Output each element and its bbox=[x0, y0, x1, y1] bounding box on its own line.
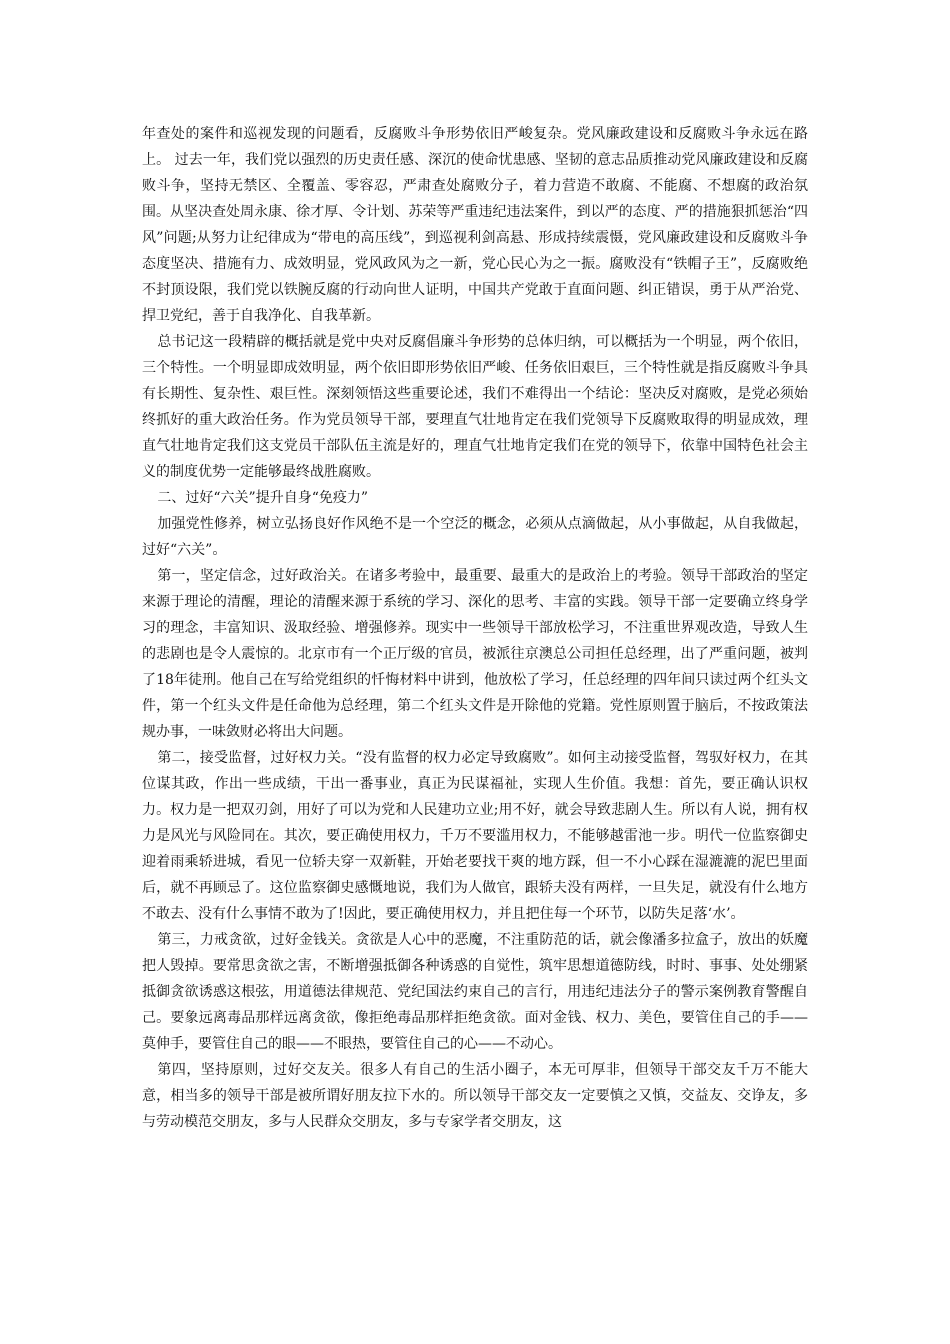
paragraph-2: 总书记这一段精辟的概括就是党中央对反腐倡廉斗争形势的总体归纳，可以概括为一个明显，两个依旧，三个特性。一个明显即成效明显，两个依旧即形势依旧严峻、任务依旧艰巨，三个特性就是指反腐败斗争具有长期性、复杂性、艰巨性。深刻领悟这些重要论述，我们不难得出一个结论：坚决反对腐败，是党必须始终抓好的重大政治任务。作为党员领导干部，要理直气壮地肯定在我们党领导下反腐败取得的明显成效，理直气壮地肯定我们这支党员干部队伍主流是好的，理直气壮地肯定我们在党的领导下，依靠中国特色社会主义的制度优势一定能够最终战胜腐败。 bbox=[142, 334, 808, 480]
paragraph-1: 年查处的案件和巡视发现的问题看，反腐败斗争形势依旧严峻复杂。党风廉政建设和反腐败斗争永远在路上。 过去一年，我们党以强烈的历史责任感、深沉的使命忧患感、坚韧的意志品质推动党风廉政建设和反腐败斗争，坚持无禁区、全覆盖、零容忍，严肃查处腐败分子，着力营造不敢腐、不能腐、不想腐的政治氛围。从坚决查处周永康、徐才厚、令计划、苏荣等严重违纪违法案件，到以严的态度、严的措施狠抓惩治“四风”问题;从努力让纪律成为“带电的高压线”，到巡视利剑高悬、形成持续震慑，党风廉政建设和反腐败斗争态度坚决、措施有力、成效明显，党风政风为之一新，党心民心为之一振。腐败没有“铁帽子王”，反腐败绝不封顶设限，我们党以铁腕反腐的行动向世人证明，中国共产党敢于直面问题、纠正错误，勇于从严治党、捍卫党纪，善于自我净化、自我革新。 bbox=[142, 126, 808, 324]
paragraph-friendship-gate: 第四，坚持原则，过好交友关。很多人有自己的生活小圈子，本无可厚非，但领导干部交友千万不能大意，相当多的领导干部是被所谓好朋友拉下水的。所以领导干部交友一定要慎之又慎，交益友、交诤友，多与劳动模范交朋友，多与人民群众交朋友，多与专家学者交朋友，这 bbox=[142, 1062, 808, 1130]
paragraph-money-gate: 第三，力戒贪欲，过好金钱关。贪欲是人心中的恶魔，不注重防范的话，就会像潘多拉盒子，放出的妖魔把人毁掉。要常思贪欲之害，不断增强抵御各种诱惑的自觉性，筑牢思想道德防线，时时、事事、处处绷紧抵御贪欲诱惑这根弦，用道德法律规范、党纪国法约束自己的言行，用违纪违法分子的警示案例教育警醒自己。要象远离毒品那样远离贪欲，像拒绝毒品那样拒绝贪欲。面对金钱、权力、美色，要管住自己的手——莫伸手，要管住自己的眼——不眼热，要管住自己的心——不动心。 bbox=[142, 932, 808, 1052]
paragraph-power-gate: 第二，接受监督，过好权力关。“没有监督的权力必定导致腐败”。如何主动接受监督，驾驭好权力，在其位谋其政，作出一些成绩，干出一番事业，真正为民谋福祉，实现人生价值。我想：首先，要正确认识权力。权力是一把双刃剑，用好了可以为党和人民建功立业;用不好，就会导致悲剧人生。所以有人说，拥有权力是风光与风险同在。其次，要正确使用权力，千万不要滥用权力，不能够越雷池一步。明代一位监察御史迎着雨乘轿进城，看见一位轿夫穿一双新鞋，开始老要找干爽的地方踩，但一不小心踩在湿漉漉的泥巴里面后，就不再顾忌了。这位监察御史感慨地说，我们为人做官，跟轿夫没有两样，一旦失足，就没有什么地方不敢去、没有什么事情不敢为了!因此，要正确使用权力，并且把住每一个环节，以防失足落‘水’。 bbox=[142, 750, 808, 922]
paragraph-political-gate: 第一，坚定信念，过好政治关。在诸多考验中，最重要、最重大的是政治上的考验。领导干部政治的坚定来源于理论的清醒，理论的清醒来源于系统的学习、深化的思考、丰富的实践。领导干部一定要确立终身学习的理念，丰富知识、汲取经验、增强修养。现实中一些领导干部放松学习，不注重世界观改造，导致人生的悲剧也是令人震惊的。北京市有一个正厅级的官员，被派往京澳总公司担任总经理，出了严重问题，被判了18年徒刑。他自己在写给党组织的忏悔材料中讲到，他放松了学习，任总经理的四年间只读过两个红头文件，第一个红头文件是任命他为总经理，第二个红头文件是开除他的党籍。党性原则置于脑后，不按政策法规办事，一味敛财必将出大问题。 bbox=[142, 568, 808, 740]
document-body bbox=[142, 121, 808, 1135]
paragraph-3: 加强党性修养，树立弘扬良好作风绝不是一个空泛的概念，必须从点滴做起，从小事做起，从自我做起，过好“六关”。 bbox=[142, 516, 808, 558]
section-heading-six-gates: 二、过好“六关”提升自身“免疫力” bbox=[157, 490, 369, 506]
